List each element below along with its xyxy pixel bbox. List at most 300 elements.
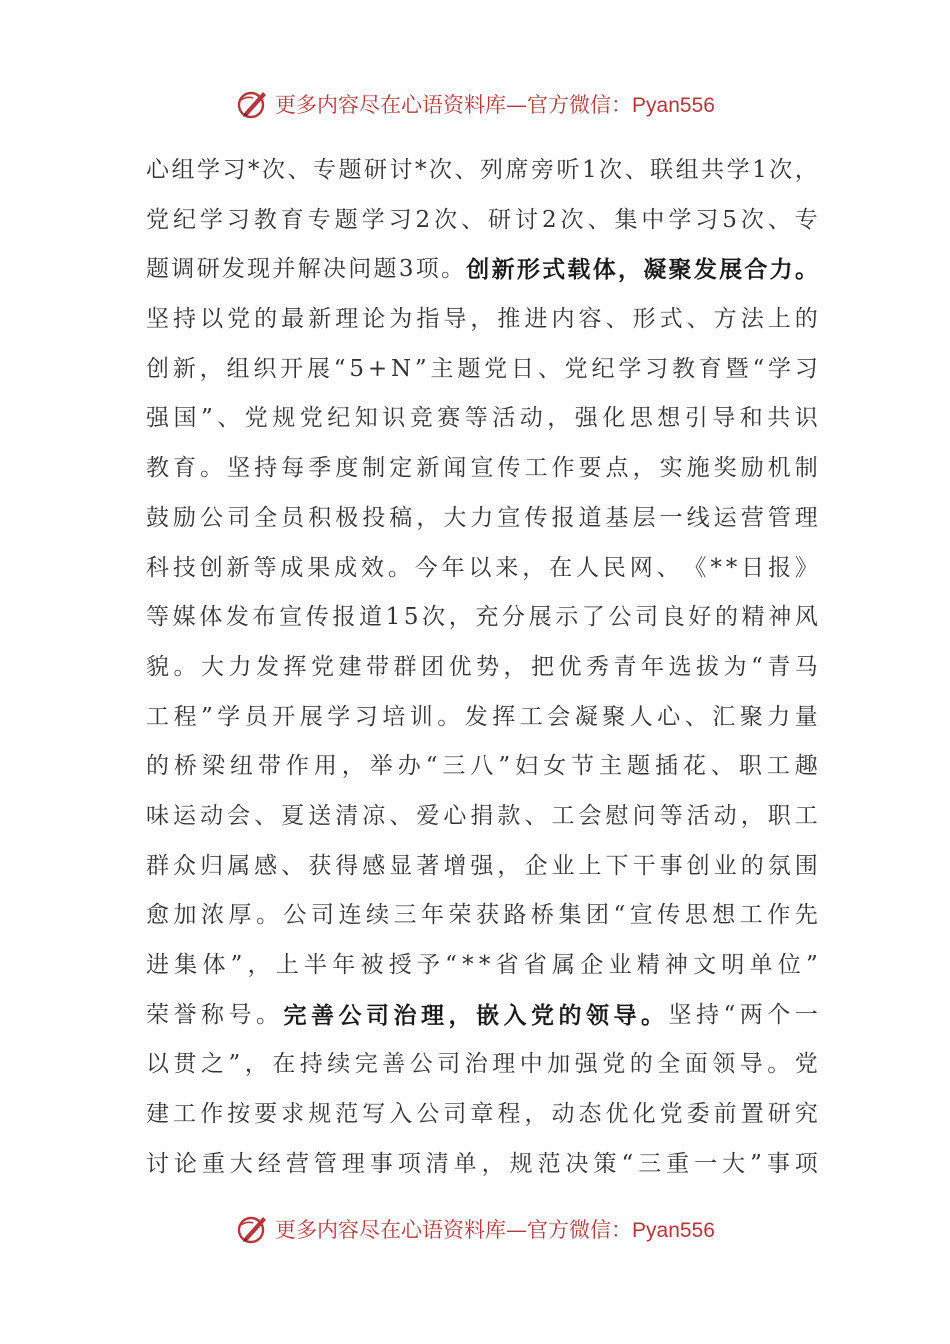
text-char: 学 xyxy=(768,355,792,382)
text-char: 持 xyxy=(696,1001,719,1028)
text-char: 果 xyxy=(307,554,331,581)
text-char: 优 xyxy=(558,653,582,680)
text-char: 会 xyxy=(578,802,602,829)
text-char: 上 xyxy=(275,952,299,978)
text-char: 大 xyxy=(722,1150,746,1177)
text-char: * xyxy=(415,157,427,183)
text-char: 全 xyxy=(254,504,278,531)
header-banner xyxy=(0,84,950,124)
text-char: 引 xyxy=(684,405,708,432)
text-char: 决 xyxy=(322,256,346,283)
text-char: 组 xyxy=(226,355,250,382)
text-char: 建 xyxy=(338,653,362,680)
text-char: 精 xyxy=(741,604,765,631)
text-char: ， xyxy=(448,604,472,631)
text-char: 开 xyxy=(272,703,296,730)
bold-heading-char: 。 xyxy=(641,1001,664,1029)
text-line xyxy=(146,991,818,1041)
text-char: 式 xyxy=(659,306,683,333)
text-char: 闻 xyxy=(443,455,467,482)
text-char: 省 xyxy=(523,952,547,978)
text-char: 想 xyxy=(657,405,681,432)
text-char: 。 xyxy=(437,703,461,730)
text-char: 专 xyxy=(307,206,331,233)
text-char: 、 xyxy=(217,405,241,432)
text-char: 项 xyxy=(415,256,439,283)
bold-heading-char: 聚 xyxy=(668,256,692,284)
text-char: 识 xyxy=(382,405,406,432)
text-char: 活 xyxy=(686,802,710,829)
bold-heading-char: 司 xyxy=(366,1001,389,1029)
text-char: 公 xyxy=(608,604,632,631)
text-char: 爱 xyxy=(416,802,440,829)
text-char: 司 xyxy=(227,504,251,531)
text-char: 教 xyxy=(671,355,695,382)
text-char: 八 xyxy=(470,753,494,780)
text-char: 次 xyxy=(769,157,793,183)
text-line xyxy=(146,1040,818,1090)
text-char: 求 xyxy=(281,1101,305,1128)
text-char: 貌 xyxy=(146,653,169,680)
text-char: “ xyxy=(333,355,346,382)
text-char: 党 xyxy=(146,206,169,233)
text-char: 宣 xyxy=(470,455,494,482)
text-char: 年 xyxy=(641,653,664,680)
text-line xyxy=(146,1140,818,1190)
text-char: 宣 xyxy=(279,604,303,631)
bold-heading-char: 善 xyxy=(311,1001,334,1029)
text-char: 省 xyxy=(495,952,519,978)
text-char: ” xyxy=(750,1150,762,1177)
text-char: 理 xyxy=(492,1051,516,1078)
text-char: 制 xyxy=(362,455,386,482)
text-char: 调 xyxy=(171,256,195,283)
text-char: 称 xyxy=(201,1001,224,1028)
text-char: 次 xyxy=(434,206,458,233)
text-char: 得 xyxy=(335,852,359,879)
text-char: 《 xyxy=(683,554,707,581)
text-char: 示 xyxy=(555,604,579,631)
text-char: 按 xyxy=(227,1101,251,1128)
text-char: 的 xyxy=(740,852,764,879)
text-char: ， xyxy=(341,753,365,780)
text-char: 大 xyxy=(201,653,224,680)
text-char: 学 xyxy=(327,703,351,730)
text-char: 人 xyxy=(629,703,653,730)
text-char: ” xyxy=(806,952,818,978)
text-line xyxy=(146,394,818,444)
text-char: 作 xyxy=(285,753,309,780)
text-char: ， xyxy=(470,306,494,333)
text-char: 积 xyxy=(308,504,332,531)
text-char: 、 xyxy=(389,802,413,829)
text-char: 5 xyxy=(722,206,737,233)
text-char: 日 xyxy=(511,355,534,382)
text-char: ， xyxy=(199,355,223,382)
text-char: * xyxy=(478,952,491,978)
text-char: 主 xyxy=(599,753,622,780)
text-char: 群 xyxy=(393,653,417,680)
text-char: 季 xyxy=(308,455,332,482)
text-char: 态 xyxy=(578,1101,602,1128)
text-char: 公 xyxy=(409,1051,433,1078)
text-char: 习 xyxy=(388,206,412,233)
text-char: 大 xyxy=(443,504,467,531)
bold-heading-char: 公 xyxy=(338,1001,362,1029)
text-char: 事 xyxy=(369,1150,393,1177)
text-char: 。 xyxy=(256,902,279,929)
text-char: 心 xyxy=(146,157,169,183)
text-char: 位 xyxy=(777,952,801,978)
text-char: 项 xyxy=(794,1150,818,1177)
pen-logo-icon xyxy=(235,1211,271,1247)
text-char: 教 xyxy=(253,206,277,233)
text-char: 的 xyxy=(254,306,278,333)
bold-heading-char: 形 xyxy=(516,256,540,284)
banner-content xyxy=(235,86,715,122)
text-char: 誉 xyxy=(173,1001,197,1028)
text-char: 创 xyxy=(146,355,169,382)
text-char: ， xyxy=(632,455,656,482)
text-char: 发 xyxy=(221,256,245,283)
text-char: 捐 xyxy=(470,802,494,829)
text-char: 妇 xyxy=(515,753,539,780)
text-char: 持 xyxy=(173,306,197,333)
text-char: 宣 xyxy=(497,504,521,531)
text-char: 、 xyxy=(684,703,708,730)
text-char: 日 xyxy=(741,554,765,581)
text-char: 、 xyxy=(537,355,561,382)
text-char: 题 xyxy=(338,157,362,183)
text-char: 纪 xyxy=(172,206,196,233)
text-char: 清 xyxy=(335,802,359,829)
text-char: 、 xyxy=(710,753,734,780)
text-char: 强 xyxy=(574,1051,598,1078)
text-char: 共 xyxy=(767,405,791,432)
text-char: 等 xyxy=(253,554,277,581)
text-char: 集 xyxy=(174,952,198,978)
text-char: 管 xyxy=(767,504,791,531)
text-char: 育 xyxy=(280,206,304,233)
text-line xyxy=(146,444,818,494)
text-char: 容 xyxy=(578,306,602,333)
text-char: * xyxy=(725,554,738,581)
text-char: 围 xyxy=(794,852,818,879)
text-char: 媒 xyxy=(172,604,196,631)
text-char: 次 xyxy=(740,206,764,233)
text-char: 范 xyxy=(537,1150,561,1177)
text-char: 良 xyxy=(661,604,685,631)
text-char: 号 xyxy=(228,1001,252,1028)
text-char: 委 xyxy=(686,1101,710,1128)
text-char: 5 xyxy=(349,355,365,382)
text-char: 著 xyxy=(416,852,440,879)
text-char: 创 xyxy=(199,554,223,581)
text-char: 办 xyxy=(397,753,421,780)
text-char: 、 xyxy=(686,306,710,333)
text-char: 程 xyxy=(497,1101,521,1128)
text-char: 今 xyxy=(414,554,438,581)
bold-heading-char: 体 xyxy=(592,256,616,284)
text-char: 传 xyxy=(657,902,681,929)
text-char: 众 xyxy=(173,852,197,879)
text-char: 梁 xyxy=(201,753,225,780)
text-char: 事 xyxy=(766,1150,790,1177)
text-char: 女 xyxy=(543,753,567,780)
text-char: 网 xyxy=(629,554,653,581)
text-char: 职 xyxy=(738,753,762,780)
text-char: 发 xyxy=(225,604,249,631)
text-char: 。 xyxy=(173,653,197,680)
text-char: 属 xyxy=(552,952,576,978)
text-char: 次 xyxy=(262,157,285,183)
text-char: 。 xyxy=(256,1001,279,1028)
text-char: 党 xyxy=(659,1101,683,1128)
text-char: 风 xyxy=(794,604,818,631)
text-char: 学 xyxy=(726,157,750,183)
text-char: 桥 xyxy=(531,902,554,929)
text-char: 现 xyxy=(247,256,271,283)
text-char: 导 xyxy=(712,405,736,432)
text-char: 心 xyxy=(443,802,467,829)
text-char: 的 xyxy=(794,306,818,333)
text-char: 挥 xyxy=(283,653,307,680)
text-char: 经 xyxy=(257,1150,281,1177)
text-char: 运 xyxy=(173,802,197,829)
text-char: 半 xyxy=(304,952,328,978)
text-line xyxy=(146,544,818,594)
text-char: 、 xyxy=(461,206,485,233)
text-char: 2 xyxy=(541,206,557,233)
text-char: 极 xyxy=(335,504,359,531)
bold-heading-char: 创 xyxy=(466,256,490,284)
text-char: 问 xyxy=(348,256,372,283)
text-char: 进 xyxy=(524,306,548,333)
text-char: 持 xyxy=(299,1051,323,1078)
text-char: 一 xyxy=(659,504,683,531)
text-line xyxy=(146,643,818,693)
text-char: 为 xyxy=(389,306,413,333)
bold-heading-char: 新 xyxy=(491,256,515,284)
text-char: 党 xyxy=(564,355,588,382)
text-char: 选 xyxy=(668,653,692,680)
text-char: 新 xyxy=(226,554,250,581)
text-char: 共 xyxy=(701,157,725,183)
text-char: 习 xyxy=(794,355,818,382)
text-char: 入 xyxy=(389,1101,413,1128)
text-char: ” xyxy=(201,405,213,432)
banner-content xyxy=(235,1211,715,1247)
text-char: 获 xyxy=(476,902,499,929)
text-char: 论 xyxy=(173,1150,197,1177)
text-char: 道 xyxy=(578,504,602,531)
text-char: 联 xyxy=(650,157,674,183)
text-char: 纽 xyxy=(229,753,253,780)
text-char: 列 xyxy=(480,157,503,183)
text-char: 氛 xyxy=(767,852,791,879)
text-char: 展 xyxy=(306,355,330,382)
text-char: “ xyxy=(445,952,457,978)
text-char: 司 xyxy=(443,1101,467,1128)
text-char: 成 xyxy=(334,554,358,581)
text-char: 作 xyxy=(767,902,791,929)
text-char: 力 xyxy=(228,653,252,680)
bold-heading-char: 。 xyxy=(794,256,818,284)
text-char: 在 xyxy=(272,1051,296,1078)
text-char: 以 xyxy=(200,306,224,333)
text-char: 干 xyxy=(632,852,656,879)
text-char: 传 xyxy=(305,604,329,631)
bold-heading-char: 的 xyxy=(558,1001,582,1029)
text-char: 范 xyxy=(335,1101,359,1128)
text-char: 想 xyxy=(712,902,736,929)
text-char: 宣 xyxy=(629,902,653,929)
text-char: 人 xyxy=(576,554,599,581)
text-char: 神 xyxy=(768,604,792,631)
text-char: 2 xyxy=(415,206,431,233)
text-char: 工 xyxy=(794,802,818,829)
text-char: 指 xyxy=(416,306,440,333)
text-char: 聚 xyxy=(739,703,763,730)
text-char: ” xyxy=(228,1051,241,1078)
text-char: 精 xyxy=(636,952,660,978)
text-char: 写 xyxy=(362,1101,386,1128)
text-char: 清 xyxy=(425,1150,449,1177)
text-char: 的 xyxy=(146,753,169,780)
text-char: 发 xyxy=(256,653,279,680)
text-char: 动 xyxy=(713,802,737,829)
text-char: 问 xyxy=(632,802,656,829)
text-char: 规 xyxy=(509,1150,533,1177)
text-char: 加 xyxy=(547,1051,571,1078)
bold-heading-char: 嵌 xyxy=(476,1001,499,1029)
text-char: 策 xyxy=(593,1150,617,1177)
text-char: N xyxy=(390,355,412,382)
text-char: 职 xyxy=(767,802,791,829)
text-char: 续 xyxy=(366,902,389,929)
text-char: 组 xyxy=(675,157,699,183)
text-char: 路 xyxy=(503,902,527,929)
text-char: 面 xyxy=(684,1051,708,1078)
text-char: 。 xyxy=(387,554,411,581)
text-char: 会 xyxy=(227,802,251,829)
text-char: 好 xyxy=(688,604,712,631)
text-char: 为 xyxy=(723,653,747,680)
text-char: 题 xyxy=(334,206,358,233)
text-char: 属 xyxy=(227,852,251,879)
text-char: 以 xyxy=(146,1051,169,1078)
text-char: 章 xyxy=(470,1101,494,1128)
text-char: 次 xyxy=(599,157,623,183)
text-char: 带 xyxy=(257,753,281,780)
text-line xyxy=(146,295,818,345)
text-char: 一 xyxy=(694,1150,718,1177)
text-char: 研 xyxy=(364,157,387,183)
text-char: 夏 xyxy=(281,802,305,829)
text-char: 学 xyxy=(668,206,692,233)
text-char: 上 xyxy=(578,852,602,879)
text-char: 新 xyxy=(308,306,332,333)
text-char: ， xyxy=(503,653,527,680)
text-char: 管 xyxy=(313,1150,337,1177)
text-char: 团 xyxy=(586,902,609,929)
text-char: 业 xyxy=(713,852,737,879)
bold-heading-char: 治 xyxy=(393,1001,417,1029)
text-char: 先 xyxy=(794,902,818,929)
text-char: 款 xyxy=(497,802,521,829)
text-char: 年 xyxy=(421,902,444,929)
text-char: 充 xyxy=(475,604,499,631)
text-char: “ xyxy=(723,1001,736,1028)
text-char: 大 xyxy=(229,1150,253,1177)
text-char: ” xyxy=(414,355,427,382)
text-char: 拔 xyxy=(696,653,719,680)
text-char: 被 xyxy=(360,952,384,978)
text-char: 了 xyxy=(581,604,605,631)
text-line xyxy=(146,345,818,395)
text-char: 三 xyxy=(638,1150,662,1177)
text-char: 体 xyxy=(202,952,226,978)
text-line xyxy=(146,693,818,743)
text-char: 励 xyxy=(173,504,197,531)
bold-heading-char: 导 xyxy=(613,1001,637,1029)
text-char: ， xyxy=(524,1101,548,1128)
text-char: 5 xyxy=(403,604,419,631)
text-char: 之 xyxy=(201,1051,224,1078)
text-char: ” xyxy=(201,703,213,730)
text-char: 工 xyxy=(146,703,169,730)
text-char: 等 xyxy=(464,405,488,432)
text-char: 3 xyxy=(398,256,414,283)
banner-text-cn: 更多内容尽在心语资料库—官方微信： xyxy=(275,93,633,117)
text-char: 工 xyxy=(739,902,763,929)
text-char: 量 xyxy=(794,703,818,730)
text-char: 力 xyxy=(767,703,791,730)
text-char: 工 xyxy=(173,1101,197,1128)
text-char: 专 xyxy=(313,157,336,183)
text-char: 党 xyxy=(227,306,251,333)
text-char: 化 xyxy=(602,405,626,432)
text-char: 报 xyxy=(332,604,356,631)
pen-logo-icon xyxy=(235,86,271,122)
text-char: 要 xyxy=(578,455,602,482)
text-char: 育 xyxy=(173,455,197,482)
text-char: 营 xyxy=(285,1150,309,1177)
text-char: 党 xyxy=(794,1051,818,1078)
text-char: 科 xyxy=(146,554,169,581)
text-char: 最 xyxy=(281,306,305,333)
text-char: 营 xyxy=(740,504,764,531)
text-char: 讨 xyxy=(146,1150,169,1177)
text-char: 企 xyxy=(580,952,604,978)
text-char: 1 xyxy=(582,157,597,183)
bold-heading-char: 力 xyxy=(769,256,793,284)
text-char: 事 xyxy=(659,852,683,879)
text-char: 、 xyxy=(281,852,305,879)
text-line xyxy=(146,146,818,196)
text-char: 集 xyxy=(614,206,638,233)
text-char: 领 xyxy=(712,1051,736,1078)
text-char: 感 xyxy=(362,852,386,879)
text-char: 习 xyxy=(354,703,378,730)
text-char: 开 xyxy=(280,355,304,382)
text-char: 业 xyxy=(608,952,632,978)
text-char: 布 xyxy=(252,604,276,631)
text-char: 业 xyxy=(551,852,575,879)
text-char: 新 xyxy=(416,455,440,482)
text-char: 优 xyxy=(448,653,472,680)
text-char: 治 xyxy=(464,1051,488,1078)
